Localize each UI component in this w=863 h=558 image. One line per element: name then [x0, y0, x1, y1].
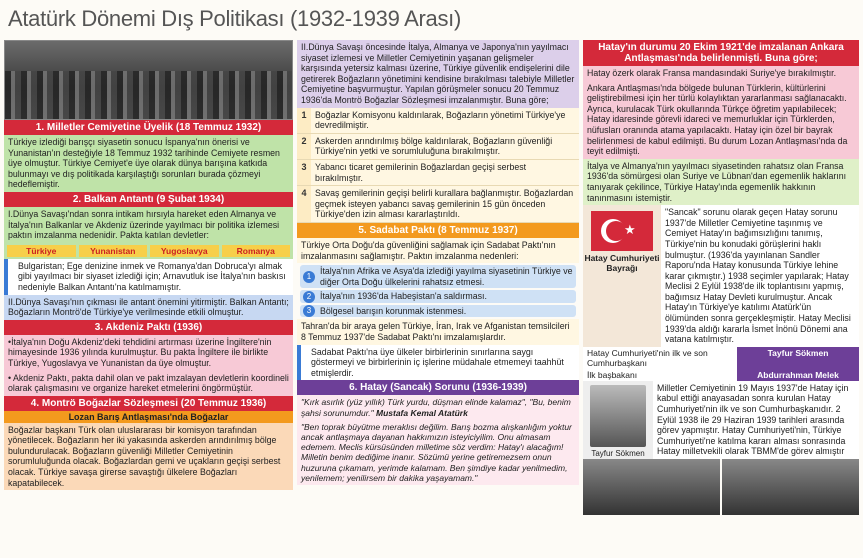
section-2-text2: II.Dünya Savaşı'nın çıkması ile antant önemini yitirmiştir. Balkan Antantı; Boğazların Montrö'de Türkiye'ye verilmesinde etkili olmuştur. [4, 295, 293, 320]
hatay-p4: "Sancak" sorunu olarak geçen Hatay sorunu 1937'de Milletler Cemiyetine taşınmış ve Cemiyet Hatay'ın bağımsızlığını tanımış, Türkiye'nin bu konudaki görüşlerini haklı bulmuştur. (1936'da yayınlanan Sandler Raporu'nda Hatay konusunda Türkiye lehine karar çıkmıştır.) 1938 seçimler yapılarak; Hatay Meclisi 2 Eylül 1938'de ilk toplantısını yapmış, bağımsız Hatay Devleti kurulmuştur. Ancak Hatay'ın Türkiye'ye katılımı Atatürk'ün ölümünden sonra gerçekleşmiştir. Hatay Meclisi 1939'da aldığı kararla İsmet İnönü Dönemi ana vatana katılmıştır. [665, 207, 851, 345]
hatay-flag-section [583, 205, 859, 347]
sadabat-reason: 2 İtalya'nın 1936'da Habeşistan'a saldırması. [300, 290, 576, 303]
section-2-header: 2. Balkan Antantı (9 Şubat 1934) [4, 192, 293, 207]
hatay-flag-icon: ★ [591, 211, 653, 251]
country-item: Yunanistan [79, 245, 148, 257]
section-5-note: Sadabat Paktı'na üye ülkeler birbirlerinin sınırlarına saygı göstermeyi ve birbirlerinin iç işlerine müdahale etmemeyi taahhüt etmişlerdir. [297, 345, 579, 381]
country-item: Yugoslavya [150, 245, 219, 257]
montreux-item: 1 Boğazlar Komisyonu kaldırılarak, Boğazların yönetimi Türkiye'ye devredilmiştir. [297, 108, 579, 134]
prime-minister-row: İlk başbakanı Abdurrahman Melek [583, 369, 859, 381]
section-4-header: 4. Montrö Boğazlar Sözleşmesi (20 Temmuz 1936) [4, 396, 293, 411]
hatay-p5: Milletler Cemiyetinin 19 Mayıs 1937'de Hatay için kabul ettiği anayasadan sonra kurulan Hatay Cumhuriyeti'nin ilk ve son Cumhurbaşkanıdır. 2 Eylül 1938 ile 29 Haziran 1939 tarihleri arasında görev yapmıştır. Hatay Cumhuriyeti'nin, Türkiye Cumhuriyeti'ne katılma kararı alması sonrasında Hatay milletvekili olarak TBMM'de görev almıştır [657, 382, 849, 457]
country-item: Romanya [222, 245, 291, 257]
section-3-header: 3. Akdeniz Paktı (1936) [4, 320, 293, 335]
ataturk-quote-2: "Ben toprak büyütme meraklısı değilim. Barış bozma alışkanlığım yoktur ancak antlaşmaya dayanan hakkımızın isteyiciyilim. Onu almasam edemem. Meclis kürsüsünden milletime söz verdim: Hatay'ı alacağım! Milletin benim dediğime inanır. Sözümü yerine getiremezsem onun huzuruna çıkamam, yerimde kalamam. Ben şimdiye kadar yenilmedim, yenilemem; yenilirsem bir dakika yaşayamam." [297, 420, 579, 485]
ataturk-quote-1: "Kırk asırlık (yüz yıllık) Türk yurdu, düşman elinde kalamaz", "Bu, benim şahsi sorunumdur." Mustafa Kemal Atatürk [297, 395, 579, 419]
column-right [583, 40, 859, 515]
section-5-text: Türkiye Orta Doğu'da güvenliğini sağlamak için Sadabat Paktı'nın imzalanmasını sağlamıştır. Paktın imzalanma nedenleri: [297, 238, 579, 263]
league-of-nations-photo [4, 40, 293, 120]
hatay-p1: Hatay özerk olarak Fransa mandasındaki Suriye'ye bırakılmıştır. [583, 66, 859, 81]
section-3-text: •İtalya'nın Doğu Akdeniz'deki tehdidini artırması üzerine İngiltere'nin himayesinde 1936 yılında kurulmuştur. Bu pakta İngiltere ile birlikte Türkiye, Yugoslavya ve Yunanistan da üye olmuştur. [4, 335, 293, 371]
montreux-intro: II.Dünya Savaşı öncesinde İtalya, Almanya ve Japonya'nın yayılmacı siyaset izlemesi ve Milletler Cemiyetinin yaşanan gelişmeler karşısında yetersiz kalması üzerine, Türkiye güvenlik endişelerini dile getirerek Boğazların yönetimini kendisine bırakılması talebiyle Milletler Cemiyetine başvurmuştur. Yapılan görüşmeler sonucu 20 Temmuz 1936'da Montrö Boğazlar Sözleşmesi imzalanmıştır. Buna göre; [297, 40, 579, 108]
column-middle [297, 40, 579, 485]
section-6-header: 6. Hatay (Sancak) Sorunu (1936-1939) [297, 380, 579, 395]
section-4-text: Boğazlar başkanı Türk olan uluslararası bir komisyon tarafından yönetilecek. Boğazların her iki yakasında askerden arındırılmış bölge bulundurulacak. Boğazların güvenliği Milletler Cemiyetinin sorumluluğunda olacak. Boğazlardan gemi ve uçakların geçişi serbest olacak. Türkiye savaşa girerse savaştığı ülkelere Boğazları kapatabilecek. [4, 423, 293, 491]
section-2-text: I.Dünya Savaşı'ndan sonra intikam hırsıyla hareket eden Almanya ve İtalya'nın Balkanlar ve Akdeniz üzerinde yayılmacı bir politika izlemesi paktın imzalanma nedenidir. Pakta katılan devletler: [4, 207, 293, 243]
sadabat-reason: 3 Bölgesel barışın korunmak istenmesi. [300, 305, 576, 318]
country-item: Türkiye [7, 245, 76, 257]
page-title: Atatürk Dönemi Dış Politikası (1932-1939 Arası) [8, 6, 461, 31]
portrait: Tayfur Sökmen [583, 381, 653, 459]
montreux-item: 3 Yabancı ticaret gemilerinin Boğazlardan geçişi serbest bırakılmıştır. [297, 160, 579, 186]
section-1-text: Türkiye izlediği barışçı siyasetin sonucu İspanya'nın önerisi ve Yunanistan'ın desteğiyle 18 Temmuz 1932 tarihinde Cemiyete resmen üye olmuştur. Türkiye Cemiyet'e üye olarak dünya barışına katkıda bulunmayı ve dış politikada karşılaştığı sorunları burada çözmeyi hedeflemiştir. [4, 135, 293, 192]
section-4-subheader: Lozan Barış Antlaşması'nda Boğazlar [4, 411, 293, 423]
hatay-top: Hatay'ın durumu 20 Ekim 1921'de imzalanan Ankara Antlaşması'nda belirlenmişti. Buna göre; [583, 40, 859, 66]
hatay-p2: Ankara Antlaşması'nda bölgede bulunan Türklerin, kültürlerini geliştirebilmesi için her türlü kolaylıktan yararlanması sağlanacaktı. Ayrıca, kurulacak Türk okullarında Türkçe öğretim yapılabilecek; Hatay idaresinde görevli idareci ve memurluklar için Türklerden, nüfusları oranında atama yapılacaktı. Hatay için özel bir bayrak belirlenmesi de kabul edilmişti. Bu durum Lozan Antlaşması'nda da teyit edilmişti. [583, 81, 859, 159]
balkan-countries [4, 243, 293, 259]
montreux-item: 4 Savaş gemilerinin geçişi belirli kurallara bağlanmıştır. Boğazlardan geçmek isteyen yabancı savaş gemilerinin 15 gün önceden Türkiye'den izin alması kararlaştırıldı. [297, 186, 579, 223]
section-5-text2: Tahran'da bir araya gelen Türkiye, İran, Irak ve Afganistan temsilcileri 8 Temmuz 1937'de Sadabat Paktı'nı imzalamışlardır. [297, 319, 579, 344]
sadabat-reason: 1 İtalya'nın Afrika ve Asya'da izlediği yayılma siyasetinin Türkiye ve diğer Orta Doğu ülkelerini rahatsız etmesi. [300, 265, 576, 288]
portrait-photo [590, 385, 646, 447]
column-left [4, 40, 293, 490]
section-5-header: 5. Sadabat Paktı (8 Temmuz 1937) [297, 223, 579, 238]
hatay-p3: İtalya ve Almanya'nın yayılmacı siyasetinden rahatsız olan Fransa 1936'da sömürgesi olan Suriye ve Lübnan'dan egemenlik haklarını tanıyarak çekilince, Türkiye Hatay'ında egemenlik hakkının tanınmasını istemiştir. [583, 159, 859, 205]
section-2-note: Bulgaristan; Ege denizine inmek ve Romanya'dan Dobruca'yı almak gibi yayılmacı bir siyaset izlediği için; Arnavutluk ise İtalya'nın baskısı nedeniyle Balkan Antantı'na katılmamıştır. [4, 259, 293, 295]
sokmen-section [583, 381, 859, 459]
flag-label: Hatay Cumhuriyeti Bayrağı [584, 253, 660, 274]
section-1-header: 1. Milletler Cemiyetine Üyelik (18 Temmuz 1932) [4, 120, 293, 135]
hatay-photos [583, 459, 859, 515]
montreux-item: 2 Askerden arındırılmış bölge kaldırılarak, Boğazların güvenliği Türkiye'nin yetki ve sorumluluğuna bırakılmıştır. [297, 134, 579, 160]
president-row: Hatay Cumhuriyeti'nin ilk ve son Cumhurbaşkanı Tayfur Sökmen [583, 347, 859, 369]
section-3-text2: • Akdeniz Paktı, pakta dahil olan ve pakt imzalayan devletlerin koordineli olarak çalışmasını ve organize hareket etmelerini öngörmüştür. [4, 371, 293, 396]
